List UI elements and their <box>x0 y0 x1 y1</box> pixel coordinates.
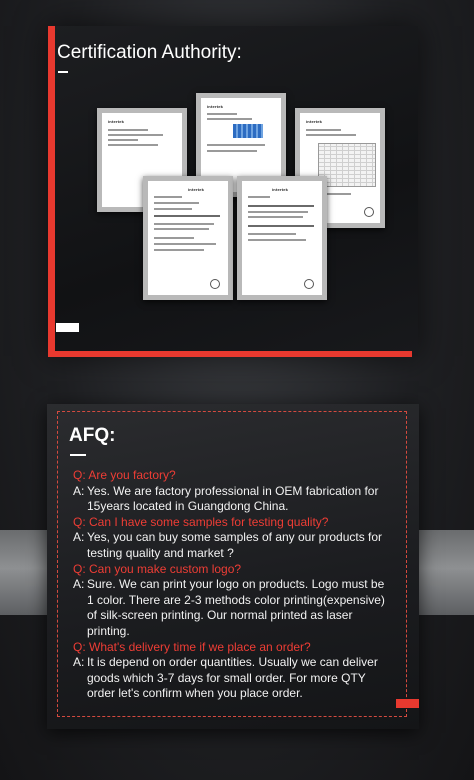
answer-text: Yes. We are factory professional in OEM fabrication for 15years located in Guangdong China. <box>87 483 379 514</box>
answer-prefix: A: <box>73 530 85 545</box>
answer-text: Yes, you can buy some samples of any our products for testing quality and market ? <box>87 530 383 560</box>
faq-answer <box>73 577 393 639</box>
title-underline <box>70 454 86 456</box>
faq-item <box>73 515 393 562</box>
faq-item <box>73 468 393 515</box>
answer-text: Sure. We can print your logo on products. Logo must be 1 color. There are 2-3 methods color printing(expensive) of silk-screen printing. Our normal printed as laser printing. <box>87 577 385 638</box>
doc-seal <box>364 207 374 217</box>
doc-product-photo <box>233 124 263 138</box>
faq-answer <box>73 655 393 702</box>
certification-title: Certification Authority: <box>57 42 242 63</box>
afq-title: AFQ: <box>69 425 116 446</box>
faq-answer <box>73 530 393 561</box>
faq-question: Q: What's delivery time if we place an order? <box>73 639 311 654</box>
answer-text: It is depend on order quantities. Usually we can deliver goods which 3-7 days for small order. For more QTY order let's confirm when you place order. <box>87 655 378 701</box>
doc-seal <box>304 279 314 289</box>
certificate-document-4 <box>143 176 233 300</box>
title-underline <box>58 71 68 73</box>
faq-item <box>73 640 393 702</box>
answer-prefix: A: <box>73 655 85 670</box>
faq-item <box>73 562 393 640</box>
decor-red-block <box>396 699 419 708</box>
faq-question: Q: Can I have some samples for testing quality? <box>73 514 329 529</box>
doc-brand-logo: intertek <box>188 187 205 192</box>
certificate-document-5 <box>237 176 327 300</box>
answer-prefix: A: <box>73 483 85 498</box>
faq-question: Q: Can you make custom logo? <box>73 561 242 576</box>
answer-prefix: A: <box>73 577 85 592</box>
accent-bar-left <box>48 26 55 356</box>
doc-brand-logo: intertek <box>272 187 289 192</box>
accent-bar-bottom <box>48 351 412 357</box>
faq-answer <box>73 484 393 515</box>
doc-brand-logo: intertek <box>306 119 323 124</box>
doc-seal <box>210 279 220 289</box>
faq-list <box>73 468 393 702</box>
doc-brand-logo: intertek <box>108 119 125 124</box>
decor-white-block <box>56 323 79 332</box>
doc-brand-logo: intertek <box>207 104 224 109</box>
faq-question: Q: Are you factory? <box>73 468 176 482</box>
